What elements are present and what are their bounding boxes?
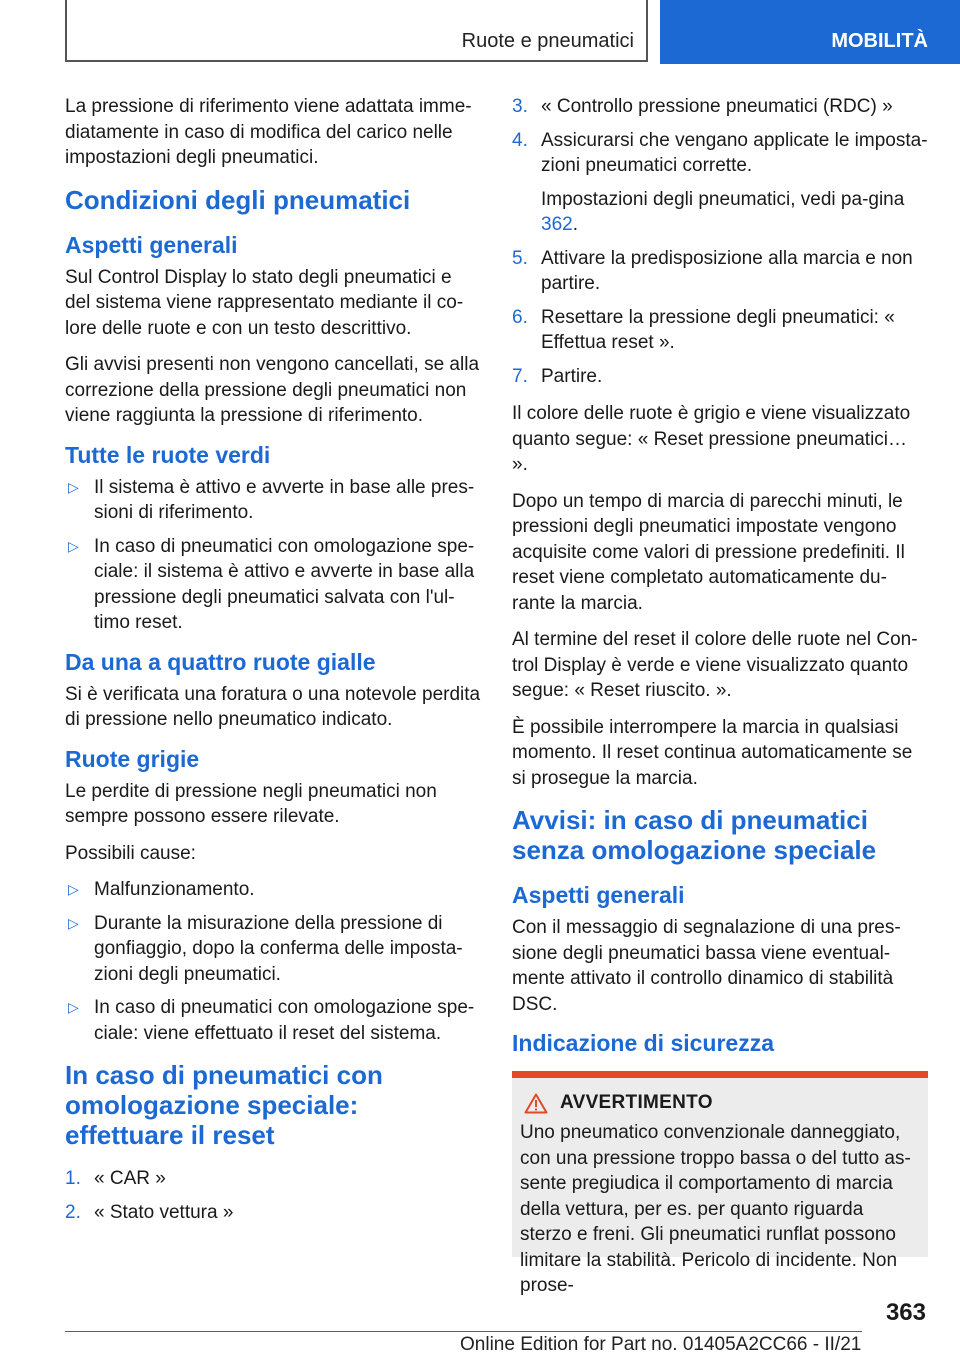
step-item: 7. Partire.	[512, 365, 603, 387]
triangle-bullet-icon: ▷	[68, 537, 79, 554]
reset-paragraph-1: Il colore delle ruote è grigio e viene visualizzato quanto segue: « Reset pressione pneumatici… ».	[512, 403, 911, 475]
heading-ruote-gialle: Da una a quattro ruote gialle	[65, 648, 376, 675]
reset-steps-left	[65, 1166, 481, 1225]
grigie-list	[65, 877, 481, 1046]
gialle-paragraph: Si è verificata una foratura o una notevole perdita di pressione nello pneumatico indicato.	[65, 683, 481, 730]
footer-divider	[65, 1331, 862, 1332]
heading-sicurezza: Indicazione di sicurezza	[512, 1030, 775, 1056]
header-chapter-tab[interactable]	[660, 0, 960, 64]
heading-ruote-verdi: Tutte le ruote verdi	[65, 441, 271, 468]
reset-paragraph-4: È possibile interrompere la marcia in qualsiasi momento. Il reset continua automaticamente se si prosegue la marcia.	[512, 716, 913, 789]
warning-triangle-icon	[524, 1093, 548, 1114]
step-item: 6. Resettare la pressione degli pneumatici: « Effettua reset ».	[512, 306, 895, 353]
grigie-paragraph-2: Possibili cause:	[65, 842, 196, 864]
heading-condizioni: Condizioni degli pneumatici	[65, 184, 411, 215]
warning-text: Uno pneumatico convenzionale danneggiato, con una pressione troppo bassa o del tutto as-sente pregiudica il comportamento di marcia della vettura, per es. per quanto riguarda sterzo e freni. Gli pneumatici runflat possono limitare la stabilità. Pericolo di incidente. Non prose-	[520, 1122, 911, 1296]
step-item: 1. « CAR »	[65, 1168, 166, 1189]
list-item: ▷ In caso di pneumatici con omologazione spe-ciale: il sistema è attivo e avverte in base alla pressione degli pneumatici salvata con l'ul-timo reset.	[68, 535, 475, 633]
right-column	[512, 94, 928, 1296]
triangle-bullet-icon: ▷	[68, 999, 79, 1015]
step-item: 3. « Controllo pressione pneumatici (RDC) »	[512, 96, 893, 117]
grigie-paragraph-1: Le perdite di pressione negli pneumatici non sempre possono essere rilevate.	[65, 780, 437, 827]
heading-aspetti-generali-2: Aspetti generali	[512, 882, 685, 908]
header-section-title: Ruote e pneumatici	[461, 30, 634, 52]
list-item: ▷ Durante la misurazione della pressione di gonfiaggio, dopo la conferma delle imposta-zioni degli pneumatici.	[68, 912, 463, 985]
warning-box	[512, 1071, 928, 1296]
page-link[interactable]: 362	[541, 214, 573, 235]
triangle-bullet-icon: ▷	[68, 478, 79, 495]
list-item: ▷ Il sistema è attivo e avverte in base alle pres-sioni di riferimento.	[68, 476, 475, 523]
aspetti-paragraph-dsc: Con il messaggio di segnalazione di una pres-sione degli pneumatici bassa viene eventual-mente attivato il controllo dinamico di stabilità DSC.	[512, 917, 901, 1015]
step-sub-note: Impostazioni degli pneumatici, vedi pa-gina 362.	[541, 188, 905, 235]
verdi-list	[65, 475, 481, 636]
list-item: ▷ In caso di pneumatici con omologazione spe-ciale: viene effettuato il reset del sistema.	[68, 997, 475, 1044]
heading-ruote-grigie: Ruote grigie	[65, 745, 200, 772]
warning-header	[520, 1092, 920, 1114]
heading-aspetti-generali: Aspetti generali	[65, 231, 238, 258]
triangle-bullet-icon: ▷	[68, 881, 79, 897]
heading-reset: In caso di pneumatici con omologazione speciale: effettuare il reset	[65, 1060, 383, 1150]
header-chapter-title: MOBILITÀ	[831, 30, 928, 52]
left-column	[65, 94, 481, 1237]
aspetti-paragraph-2: Gli avvisi presenti non vengono cancellati, se alla correzione della pressione degli pneumatici non viene raggiunta la pressione di riferimento.	[65, 354, 480, 426]
page-number: 363	[885, 1299, 926, 1326]
aspetti-paragraph-1: Sul Control Display lo stato degli pneumatici e del sistema viene rappresentato mediante il co-lore delle ruote e con un testo descrittivo.	[65, 266, 464, 339]
reset-paragraph-3: Al termine del reset il colore delle ruote nel Con-trol Display è verde e viene visualizzato quanto segue: « Reset riuscito. ».	[512, 629, 918, 701]
intro-paragraph: La pressione di riferimento viene adattata imme-diatamente in caso di modifica del carico nelle impostazioni degli pneumatici.	[65, 96, 472, 168]
step-item: 4. Assicurarsi che vengano applicate le imposta-zioni pneumatici corrette. Impostazioni degli pneumatici, vedi pa-gina 362.	[512, 128, 928, 238]
step-item: 5. Attivare la predisposizione alla marcia e non partire.	[512, 247, 913, 294]
triangle-bullet-icon: ▷	[68, 914, 79, 931]
list-item: ▷ Malfunzionamento.	[65, 877, 481, 903]
step-item: 2. « Stato vettura »	[65, 1201, 234, 1223]
reset-steps-right	[512, 94, 928, 389]
heading-avvisi: Avvisi: in caso di pneumatici senza omologazione speciale	[512, 805, 877, 865]
warning-title: AVVERTIMENTO	[560, 1092, 713, 1113]
reset-paragraph-2: Dopo un tempo di marcia di parecchi minuti, le pressioni degli pneumatici impostate vengono acquisite come valori di pressione predefiniti. Il reset viene completato automaticamente du-rante la marcia.	[512, 490, 905, 614]
edition-note: Online Edition for Part no. 01405A2CC66 - II/21	[460, 1334, 862, 1355]
header-section-tab	[65, 0, 648, 62]
